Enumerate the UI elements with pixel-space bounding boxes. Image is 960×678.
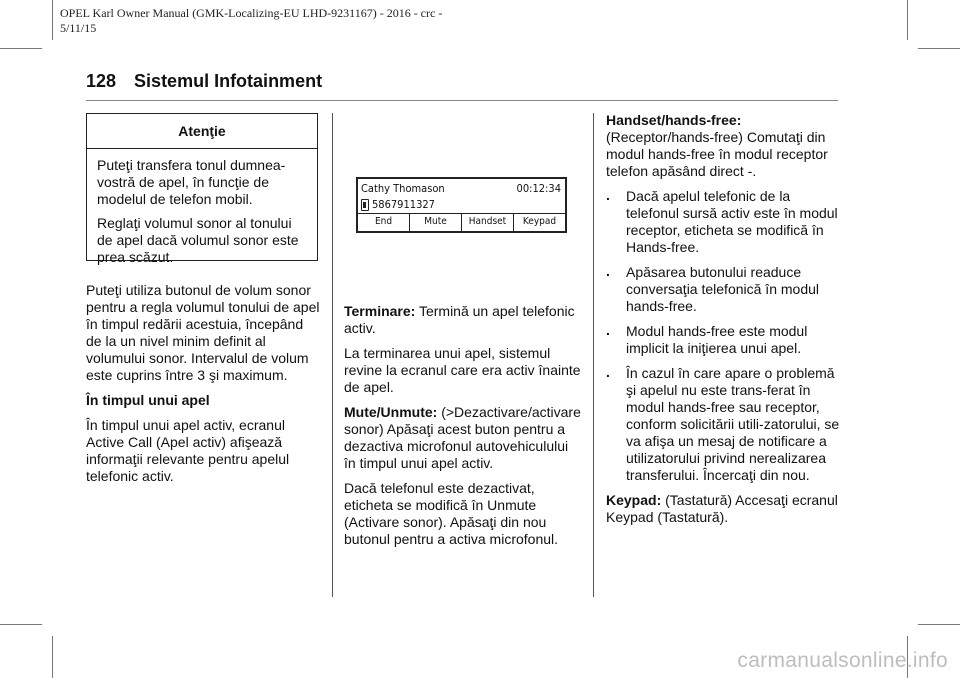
column-2-body (344, 303, 582, 556)
mute-button[interactable]: Mute (410, 214, 462, 231)
paragraph: În timpul unui apel activ, ecranul Active Call (Apel activ) afişează informaţii relevante pentru apelul telefonic activ. (86, 417, 290, 484)
section-title: Sistemul Infotainment (134, 71, 323, 91)
subheading-text: În timpul unui apel (86, 392, 210, 408)
crop-mark (918, 624, 960, 625)
crop-mark (907, 0, 908, 40)
list-item: . Modul hands-free este modul implicit la iniţierea unui apel. (606, 323, 842, 357)
call-timer: 00:12:34 (516, 182, 561, 195)
column-divider (332, 113, 333, 597)
term-label: Handset/hands-free: (606, 112, 742, 128)
page-title (86, 71, 322, 92)
column-divider (593, 113, 594, 597)
term-text: (>Dezactivare/activare sonor) Apăsaţi acest buton pentru a dezactiva microfonul autovehiculului în timpul unui apel activ. (344, 404, 581, 471)
crop-mark (0, 624, 42, 625)
handset-button[interactable]: Handset (462, 214, 514, 231)
header-line-2: 5/11/15 (60, 21, 97, 35)
warning-title: Atenţie (87, 114, 317, 149)
term-label: Terminare: (344, 303, 416, 319)
column-3-body (606, 112, 842, 534)
caller-name: Cathy Thomason (361, 182, 445, 195)
crop-mark (52, 636, 53, 678)
header-line-1: OPEL Karl Owner Manual (GMK-Localizing-EU LHD-9231167) - 2016 - crc - (60, 6, 443, 20)
paragraph: Puteţi utiliza butonul de volum sonor pentru a regla volumul tonului de apel în timpul redării acestuia, începând de la un nivel minim definit al volumului sonor. Intervalul de volum este cuprins între 3 şi maximum. (86, 282, 320, 383)
list-item: . Dacă apelul telefonic de la telefonul sursă activ este în modul receptor, eticheta se modifică în Hands-free. (606, 188, 842, 256)
phone-icon (361, 199, 369, 211)
paragraph: Dacă telefonul este dezactivat, eticheta se modifică în Unmute (Activare sonor). Apăsaţi din nou butonul pentru a activa microfonul. (344, 480, 559, 547)
paragraph: La terminarea unui apel, sistemul revine la ecranul care era activ înainte de apel. (344, 345, 581, 395)
keypad-button[interactable]: Keypad (522, 216, 557, 227)
crop-mark (918, 48, 960, 49)
list-item: . Apăsarea butonului readuce conversaţia telefonică în modul hands-free. (606, 264, 842, 315)
caller-number-row (361, 198, 435, 211)
crop-mark (0, 48, 42, 49)
warning-text: Reglaţi volumul sonor al tonului de apel dacă volumul sonor este prea scăzut. (97, 215, 299, 265)
header-rule (86, 100, 838, 101)
paragraph (344, 303, 582, 337)
warning-box (86, 113, 318, 265)
list-item: . În cazul în care apare o problemă şi apelul nu este trans-ferat în modul hands-free sau receptor, conform solicitării utili-zatorului, se va afişa un mesaj de notificare a utilizatorului privind nerealizarea transferului. Încercaţi din nou. (606, 365, 842, 484)
paragraph (344, 404, 582, 472)
term-label: Mute/Unmute: (344, 404, 438, 420)
call-button-row (358, 213, 565, 231)
end-button[interactable]: End (358, 214, 410, 231)
term-label: Keypad: (606, 492, 662, 508)
subheading (86, 392, 322, 409)
bullet-list (606, 188, 842, 484)
page-number: 128 (86, 71, 117, 91)
caller-number: 5867911327 (372, 198, 435, 211)
paragraph (606, 492, 842, 526)
crop-mark (52, 0, 53, 40)
watermark: carmanualsonline.info (737, 649, 948, 672)
warning-text: Puteţi transfera tonul dumnea-vostră de apel, în funcţie de modelul de telefon mobil. (97, 157, 286, 207)
term-text: (Tastatură) Accesaţi ecranul Keypad (Tastatură). (606, 492, 838, 525)
active-call-screen (356, 177, 567, 233)
document-header (60, 6, 560, 36)
term-text: Termină un apel telefonic activ. (344, 303, 575, 336)
term-text: (Receptor/hands-free) Comutaţi din modul hands-free în modul receptor telefon apăsând direct -. (606, 129, 828, 179)
paragraph (606, 112, 842, 180)
column-1-body (86, 282, 322, 493)
